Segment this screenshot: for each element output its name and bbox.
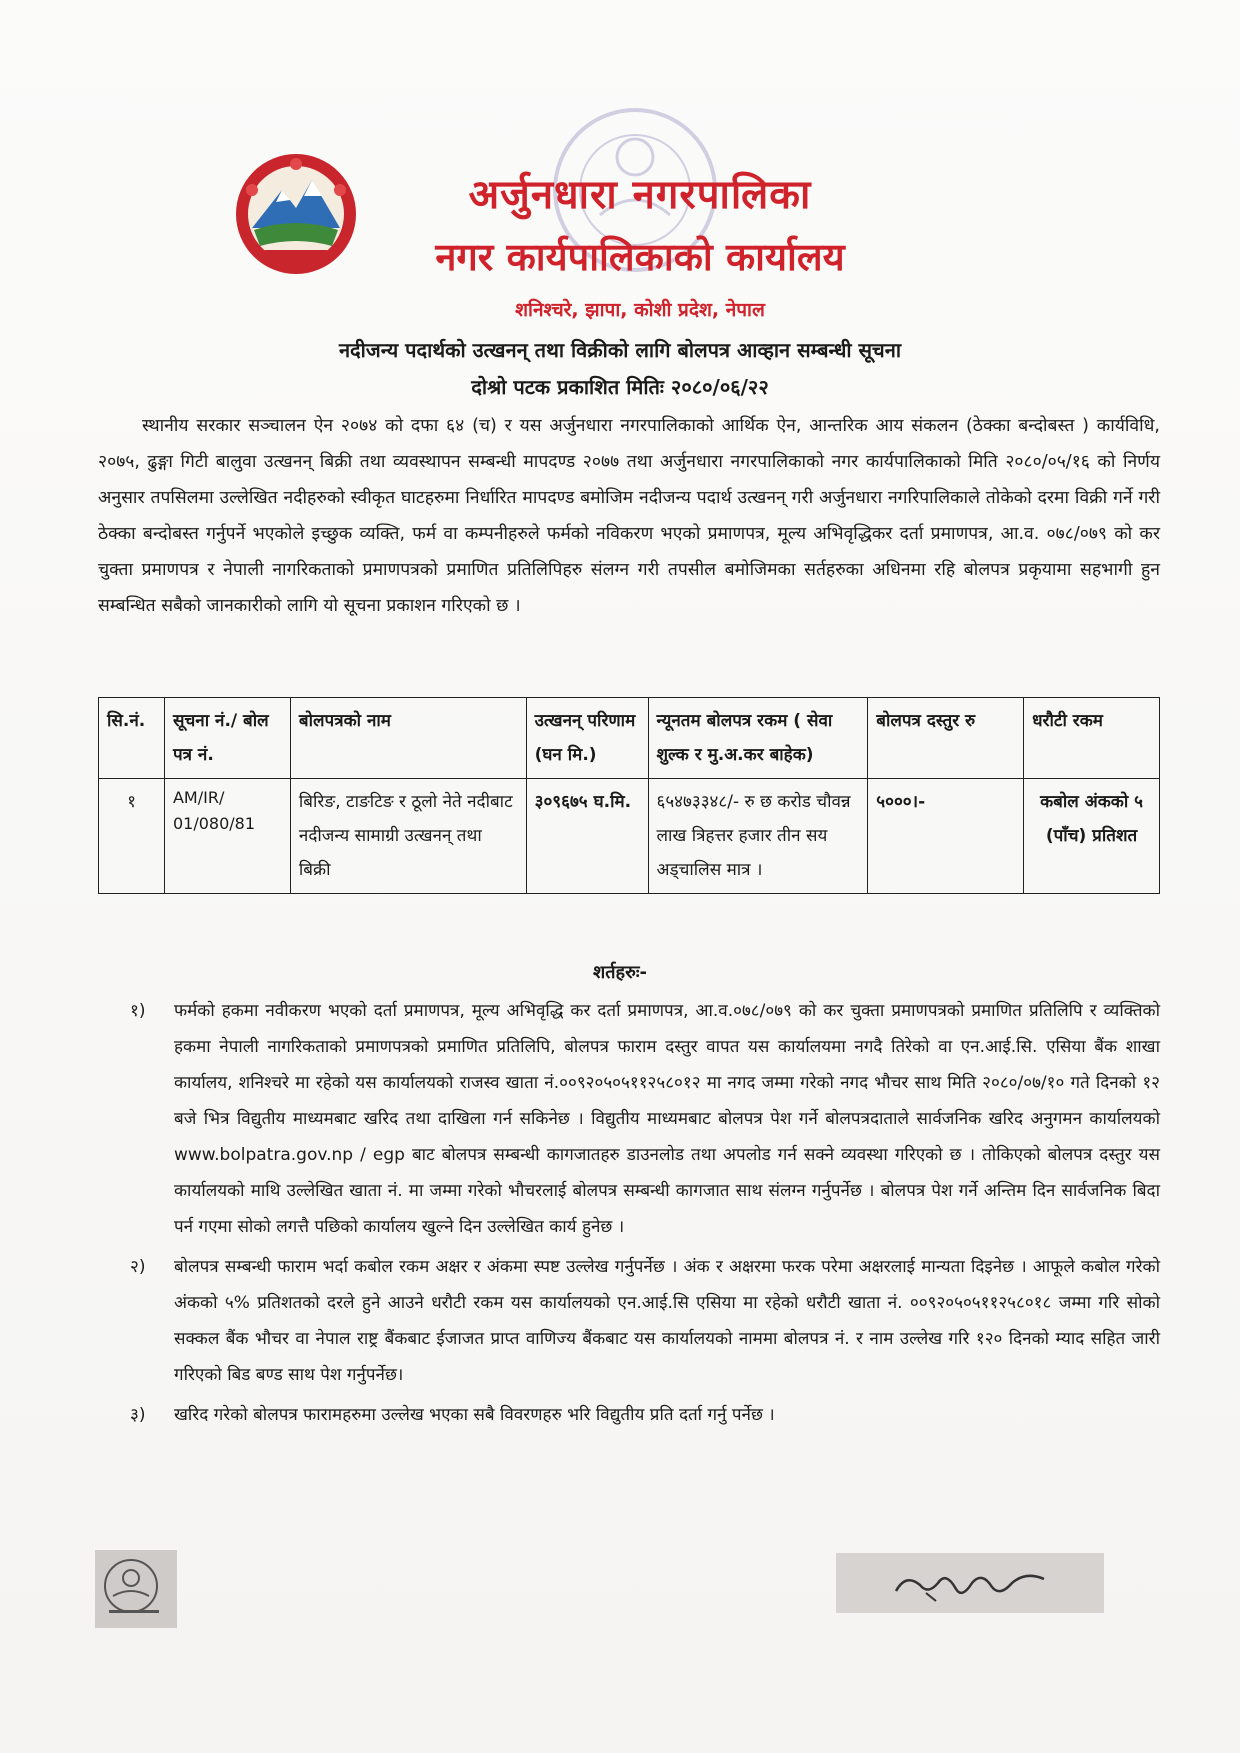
signature-icon	[836, 1553, 1104, 1613]
list-item	[130, 1249, 1160, 1393]
office-name: नगर कार्यपालिकाको कार्यालय	[435, 235, 845, 279]
col-deposit: धरौटी रकम	[1024, 698, 1160, 779]
nepal-emblem-icon	[232, 150, 360, 278]
condition-number: १)	[130, 1001, 146, 1021]
bid-table	[98, 697, 1160, 894]
conditions-list	[130, 993, 1160, 1437]
table-row	[99, 779, 1160, 894]
col-bid-name: बोलपत्रको नाम	[290, 698, 526, 779]
list-item	[130, 993, 1160, 1245]
table-header-row	[99, 698, 1160, 779]
cell-min-amount: ६५४७३३४८/- रु छ करोड चौवन्न लाख त्रिहत्तर हजार तीन सय अड्चालिस मात्र ।	[648, 779, 868, 894]
org-name: अर्जुनधारा नगरपालिका	[468, 172, 812, 218]
office-address: शनिश्चरे, झापा, कोशी प्रदेश, नेपाल	[515, 299, 765, 321]
list-item	[130, 1397, 1160, 1433]
cell-deposit: कबोल अंकको ५ (पाँच) प्रतिशत	[1024, 779, 1160, 894]
condition-text: खरिद गरेको बोलपत्र फारामहरुमा उल्लेख भएका सबै विवरणहरु भरि विद्युतीय प्रति दर्ता गर्नु पर्नेछ ।	[174, 1405, 775, 1425]
conditions-heading: शर्तहरुः-	[593, 962, 647, 983]
publication-date: दोश्रो पटक प्रकाशित मितिः २०८०/०६/२२	[471, 375, 769, 399]
notice-title: नदीजन्य पदार्थको उत्खनन् तथा विक्रीको लागि बोलपत्र आव्हान सम्बन्धी सूचना	[338, 338, 902, 362]
office-seal-icon	[95, 1550, 177, 1628]
intro-paragraph: स्थानीय सरकार सञ्चालन ऐन २०७४ को दफा ६४ (च) र यस अर्जुनधारा नगरपालिकाको आर्थिक ऐन, आन्तरिक आय संकलन (ठेक्का बन्दोबस्त ) कार्यविधि, २०७५, ढुङ्गा गिटी बालुवा उत्खनन् बिक्री तथा व्यवस्थापन सम्बन्धी मापदण्ड २०७७ तथा अर्जुनधारा नगरपालिकाको नगर कार्यपालिकाको मिति २०८०/०५/१६ को निर्णय अनुसार तपसिलमा उल्लेखित नदीहरुको स्वीकृत घाटहरुमा निर्धारित मापदण्ड बमोजिम नदीजन्य पदार्थ उत्खनन् गरी अर्जुनधारा नगरिपालिकाले तोकेको दरमा विक्री गर्ने गरी ठेक्का बन्दोबस्त गर्नुपर्ने भएकोले इच्छुक व्यक्ति, फर्म वा कम्पनीहरुले फर्मको नविकरण भएको प्रमाणपत्र, मूल्य अभिवृद्धिकर दर्ता प्रमाणपत्र, आ.व. ०७८/०७९ को कर चुक्ता प्रमाणपत्र र नेपाली नागरिकताको प्रमाणपत्रको प्रमाणित प्रतिलिपिहरु संलग्न गरी तपसील बमोजिमका सर्तहरुका अधिनमा रहि बोलपत्र प्रकृयामा सहभागी हुन सम्बन्धित सबैको जानकारीको लागि यो सूचना प्रकाशन गरिएको छ ।	[98, 416, 1160, 616]
signature-area	[836, 1553, 1104, 1613]
condition-text: बोलपत्र सम्बन्धी फाराम भर्दा कबोल रकम अक्षर र अंकमा स्पष्ट उल्लेख गर्नुपर्नेछ । अंक र अक्षरमा फरक परेमा अक्षरलाई मान्यता दिइनेछ । आफूले कबोल गरेको अंकको ५% प्रतिशतको दरले हुने आउने धरौटी रकम यस कार्यालयको एन.आई.सि एसिया मा रहेको धरौटी खाता नं. ००९२०५०५११२५८०१८ जम्मा गरि सोको सक्कल बैंक भौचर वा नेपाल राष्ट्र बैंकबाट ईजाजत प्राप्त वाणिज्य बैंकबाट यस कार्यालयको नाममा बोलपत्र नं. र नाम उल्लेख गरि १२० दिनको म्याद सहित जारी गरिएको बिड बण्ड साथ पेश गर्नुपर्नेछ।	[174, 1257, 1160, 1385]
col-notice-no: सूचना नं./ बोल पत्र नं.	[164, 698, 290, 779]
cell-notice-no: AM/IR/ 01/080/81	[164, 779, 290, 894]
col-quantity: उत्खनन् परिणाम (घन मि.)	[526, 698, 648, 779]
cell-fee: ५०००।-	[868, 779, 1024, 894]
condition-number: ३)	[130, 1405, 146, 1425]
col-fee: बोलपत्र दस्तुर रु	[868, 698, 1024, 779]
condition-text: फर्मको हकमा नवीकरण भएको दर्ता प्रमाणपत्र, मूल्य अभिवृद्धि कर दर्ता प्रमाणपत्र, आ.व.०७८/०७९ को कर चुक्ता प्रमाणपत्रको प्रमाणित प्रतिलिपि र व्यक्तिको हकमा नेपाली नागरिकताको प्रमाणपत्रको प्रमाणित प्रतिलिपि, बोलपत्र फाराम दस्तुर वापत यस कार्यालयमा नगदै तिरेको वा एन.आई.सि. एसिया बैंक शाखा कार्यालय, शनिश्चरे मा रहेको यस कार्यालयको राजस्व खाता नं.००९२०५०५११२५८०१२ मा नगद जम्मा गरेको नगद भौचर साथ मिति २०८०/०७/१० गते दिनको १२ बजे भित्र विद्युतीय माध्यमबाट खरिद तथा दाखिला गर्न सकिनेछ । विद्युतीय माध्यमबाट बोलपत्र पेश गर्ने बोलपत्रदाताले सार्वजनिक खरिद अनुगमन कार्यालयको www.bolpatra.gov.np / egp बाट बोलपत्र सम्बन्धी कागजातहरु डाउनलोड तथा अपलोड गर्न सक्ने व्यवस्था गरिएको छ । तोकिएको बोलपत्र दस्तुर यस कार्यालयको माथि उल्लेखित खाता नं. मा जम्मा गरेको भौचरलाई बोलपत्र सम्बन्धी कागजात साथ संलग्न गर्नुपर्नेछ । बोलपत्र पेश गर्ने अन्तिम दिन सार्वजनिक बिदा पर्न गएमा सोको लगत्तै पछिको कार्यालय खुल्ने दिन उल्लेखित कार्य हुनेछ ।	[174, 1001, 1160, 1237]
cell-quantity: ३०९६७५ घ.मि.	[526, 779, 648, 894]
col-sn: सि.नं.	[99, 698, 165, 779]
cell-sn: १	[99, 779, 165, 894]
condition-number: २)	[130, 1257, 146, 1277]
cell-bid-name: बिरिङ, टाङटिङ र ठूलो नेते नदीबाट नदीजन्य सामाग्री उत्खनन् तथा बिक्री	[290, 779, 526, 894]
col-min-amount: न्यूनतम बोलपत्र रकम ( सेवा शुल्क र मु.अ.कर बाहेक)	[648, 698, 868, 779]
